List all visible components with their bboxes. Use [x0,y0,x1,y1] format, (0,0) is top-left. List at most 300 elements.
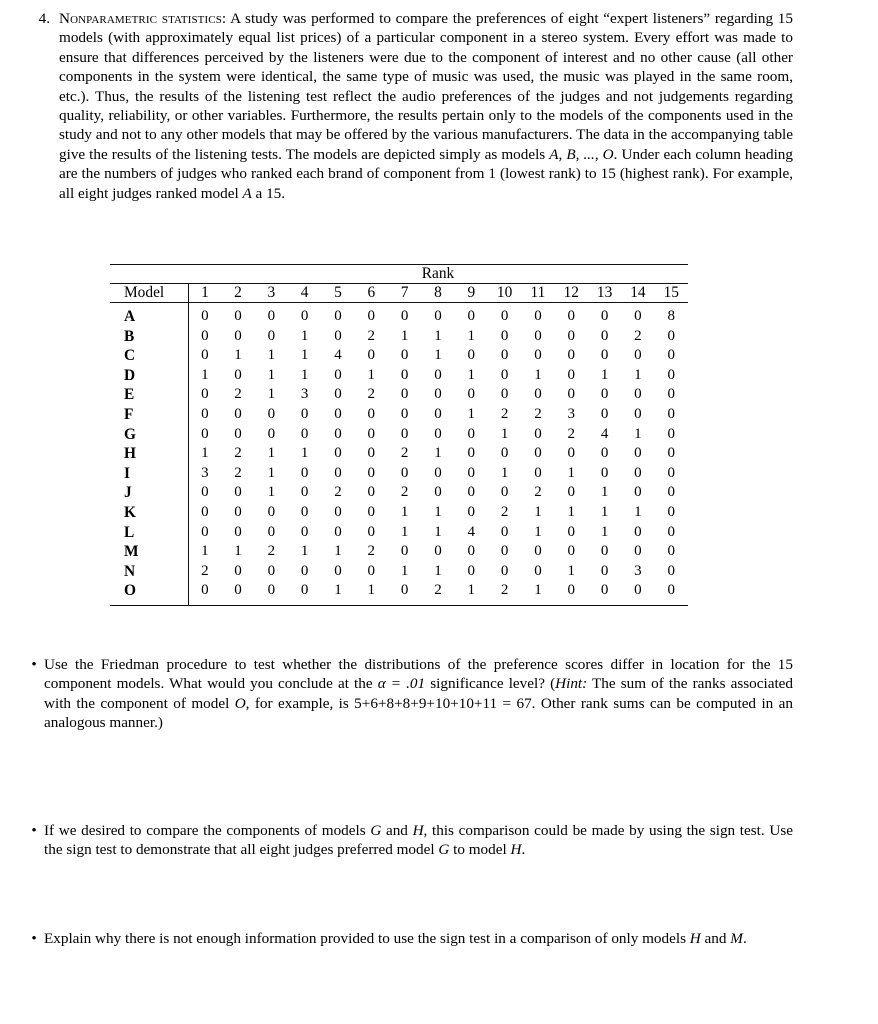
table-cell-rank-1: 0 [188,346,221,366]
table-cell-rank-14: 1 [634,366,642,383]
table-cell-rank-12: 0 [567,582,576,599]
table-cell-rank-3: 0 [267,523,276,540]
question-bullet-list [0,655,878,949]
bullet-spacer-two [0,859,878,929]
table-cell-rank-10: 1 [500,464,509,481]
bullet-marker: • [31,821,37,839]
table-span-header-row [110,265,688,284]
table-cell-rank-4: 0 [300,425,309,442]
problem-body [59,9,793,203]
column-header-rank-9: 9 [467,284,476,301]
table-cell-rank-11: 0 [534,445,542,462]
explain-part2: and [700,930,731,948]
model-h-reference: H [412,821,424,839]
table-cell-rank-7: 1 [400,503,409,520]
table-cell-rank-8: 0 [434,543,442,560]
table-cell-rank-1: 1 [188,366,221,386]
table-cell-rank-3: 1 [267,386,276,403]
table-cell-rank-1: 0 [188,303,221,327]
column-header-rank-12: 12 [563,284,579,301]
signtest-part5: . [521,841,526,859]
table-cell-rank-8: 1 [434,347,442,364]
table-cell-rank-14: 0 [634,582,642,599]
problem-body-part1: A study was performed to compare the preferences of eight “expert listeners” regarding 15 models (with approximately equal list prices) of a particular component in a stereo system. Every effort was made to ensure that differences perceived by the listeners were due to the component of interest and no other cause (all other components in the system were identical, the same type of music was used, the music was played in the same room, etc.). Thus, the results of the listening test reflect the audio preferences of the judges and not judgements regarding quality, reliability, or other variables. Furthermore, the results pertain only to the models of the components used in the study and not to any other models that may be offered by the various manufacturers. The data in the accompanying table give the results of the listening tests. The models are depicted simply as models [59,10,793,163]
table-column-header-row [110,284,688,303]
table-cell-rank-9: 0 [467,308,476,324]
signtest-part4: to model [449,841,511,859]
table-cell-rank-8: 1 [434,523,442,540]
column-header-rank-3: 3 [267,284,276,301]
table-cell-rank-5: 0 [334,523,342,540]
table-cell-rank-1: 0 [188,327,221,347]
table-cell-rank-13: 4 [600,425,609,442]
column-header-rank-8: 8 [434,284,442,301]
table-cell-rank-4: 1 [300,366,309,383]
table-cell-rank-13: 0 [600,464,609,481]
table-cell-rank-13: 0 [600,445,609,462]
table-cell-rank-6: 0 [367,445,376,462]
table-row [110,385,688,405]
table-cell-rank-2: 0 [234,582,242,599]
table-cell-rank-7: 0 [400,308,409,324]
table-cell-rank-10: 0 [500,327,509,344]
hint-label: Hint: [555,675,588,693]
table-cell-rank-10: 0 [500,484,509,501]
table-cell-rank-2: 0 [234,523,242,540]
table-cell-rank-7: 0 [400,543,409,560]
table-cell-rank-10: 0 [500,445,509,462]
table-cell-rank-15: 0 [667,523,676,540]
table-cell-model: J [124,484,132,502]
table-row [110,581,688,605]
explain-part1: Explain why there is not enough information provided to use the sign test in a comparison of only models [44,930,690,948]
table-cell-rank-9: 1 [467,366,476,383]
table-cell-rank-2: 2 [234,464,242,481]
problem-statement [0,0,878,203]
table-cell-rank-11: 0 [534,308,542,324]
column-header-rank-6: 6 [367,284,376,301]
column-header-rank-13: 13 [596,284,613,301]
table-cell-rank-2: 0 [234,327,242,344]
table-cell-rank-15: 0 [667,366,676,383]
table-cell-rank-3: 0 [267,503,276,520]
column-header-rank-7: 7 [400,284,409,301]
table-cell-rank-13: 1 [600,523,609,540]
table-cell-rank-3: 0 [267,405,276,422]
bullet-text-friedman [44,655,793,733]
model-a-reference: A [242,184,252,202]
table-cell-rank-12: 0 [567,366,576,383]
table-cell-rank-4: 0 [300,484,309,501]
table-row [110,366,688,386]
bullet-marker: • [31,930,37,948]
table-cell-rank-5: 0 [334,464,342,481]
table-rule-bottom [110,605,688,606]
table-cell-rank-9: 4 [467,523,476,540]
table-cell-rank-2: 0 [234,308,242,324]
models-label: A, B, ..., O [549,145,614,163]
model-g-reference-2: G [438,841,450,859]
table-row [110,562,688,582]
table-cell-rank-13: 0 [600,582,609,599]
table-cell-rank-8: 1 [434,562,442,579]
column-header-rank-1: 1 [188,284,221,303]
table-row [110,503,688,523]
table-cell-model: G [124,425,136,443]
table-cell-rank-13: 0 [600,327,609,344]
column-header-rank-2: 2 [234,284,242,301]
table-row [110,346,688,366]
table-cell-rank-4: 0 [300,562,309,579]
table-cell-rank-6: 0 [367,347,376,364]
model-h-reference-2: H [510,841,522,859]
table-cell-rank-3: 0 [267,562,276,579]
table-cell-rank-7: 2 [400,484,409,501]
table-cell-rank-3: 1 [267,445,276,462]
table-cell-model: I [124,464,130,482]
table-cell-rank-10: 0 [500,562,509,579]
table-cell-rank-12: 0 [567,484,576,501]
signtest-part2: and [381,821,413,839]
table-cell-rank-8: 0 [434,308,442,324]
column-header-rank-15: 15 [663,284,679,301]
table-cell-rank-3: 0 [267,425,276,442]
table-cell-rank-4: 0 [300,523,309,540]
table-cell-rank-8: 0 [434,405,442,422]
table-cell-rank-4: 1 [300,347,309,364]
table-cell-rank-1: 0 [188,425,221,445]
table-cell-rank-9: 1 [467,405,476,422]
table-cell-rank-7: 1 [400,562,409,579]
table-cell-rank-15: 0 [667,347,676,364]
table-cell-rank-13: 0 [600,386,609,403]
table-cell-rank-11: 1 [534,503,542,520]
table-cell-rank-6: 1 [367,366,376,383]
table-cell-rank-6: 0 [367,523,376,540]
table-cell-rank-7: 0 [400,347,409,364]
column-header-rank-10: 10 [496,284,513,301]
bullet-item-explain-hm [0,929,878,948]
table-cell-rank-9: 0 [467,445,476,462]
table-cell-rank-1: 0 [188,405,221,425]
table-cell-rank-8: 0 [434,425,442,442]
table-row [110,464,688,484]
table-cell-rank-5: 0 [334,562,342,579]
table-cell-rank-14: 0 [634,308,642,324]
table-cell-rank-12: 1 [567,464,576,481]
table-cell-rank-15: 0 [667,464,676,481]
table-cell-rank-10: 0 [500,523,509,540]
rank-table [110,264,688,606]
table-cell-rank-14: 0 [634,405,642,422]
table-cell-rank-6: 2 [367,386,376,403]
table-cell-rank-12: 0 [567,386,576,403]
table-cell-rank-11: 0 [534,543,542,560]
table-cell-rank-5: 0 [334,308,342,324]
table-cell-model: L [124,523,135,541]
table-cell-rank-12: 0 [567,523,576,540]
table-cell-rank-6: 0 [367,308,376,324]
table-cell-rank-13: 0 [600,308,609,324]
table-cell-rank-15: 0 [667,503,676,520]
table-cell-rank-7: 0 [400,386,409,403]
table-cell-rank-14: 0 [634,445,642,462]
table-cell-model: E [124,386,135,404]
table-cell-rank-1: 2 [188,562,221,582]
column-header-rank-4: 4 [300,284,309,301]
column-header-rank-11: 11 [530,284,546,301]
table-cell-rank-4: 0 [300,308,309,324]
table-cell-rank-8: 0 [434,366,442,383]
table-cell-rank-15: 0 [667,386,676,403]
table-cell-rank-5: 0 [334,386,342,403]
table-cell-rank-6: 2 [367,543,376,560]
table-cell-rank-7: 0 [400,464,409,481]
bullet-spacer-one [0,733,878,821]
table-cell-rank-9: 0 [467,484,476,501]
table-cell-rank-3: 1 [267,484,276,501]
model-h-reference-3: H [689,930,701,948]
table-cell-rank-10: 2 [500,582,509,599]
table-cell-rank-3: 1 [267,366,276,383]
table-cell-rank-1: 0 [188,581,221,605]
table-cell-rank-3: 0 [267,582,276,599]
table-cell-rank-6: 1 [367,582,376,599]
bullet-text-explain-hm [44,929,793,948]
table-cell-rank-14: 0 [634,386,642,403]
table-cell-rank-2: 1 [234,543,242,560]
span-header-spacer [110,265,188,284]
table-cell-rank-5: 0 [334,327,342,344]
table-cell-rank-12: 0 [567,347,576,364]
table-cell-rank-5: 2 [334,484,342,501]
table-cell-rank-5: 1 [334,543,342,560]
table-cell-model: K [124,503,136,521]
table-cell-rank-1: 0 [188,523,221,543]
table-cell-rank-3: 1 [267,464,276,481]
friedman-part2: significance level? ( [425,675,556,693]
table-cell-rank-2: 0 [234,503,242,520]
column-header-rank-14: 14 [630,284,646,301]
table-cell-rank-13: 1 [600,366,609,383]
table-cell-rank-9: 0 [467,386,476,403]
table-cell-rank-13: 1 [600,484,609,501]
table-cell-rank-10: 0 [500,347,509,364]
table-cell-rank-10: 2 [500,503,509,520]
table-cell-rank-11: 0 [534,347,542,364]
problem-number: 4. [38,10,50,27]
table-cell-rank-13: 1 [600,503,609,520]
friedman-part1: Use the Friedman procedure to test whether the distributions of the preference scores differ in location for the 15 component models. What would you conclude at the [44,656,793,693]
table-cell-rank-11: 2 [534,484,542,501]
table-cell-rank-12: 3 [567,405,576,422]
bullet-marker: • [31,656,37,673]
table-cell-model: C [124,347,136,365]
table-cell-rank-8: 2 [434,582,442,599]
table-cell-rank-1: 0 [188,385,221,405]
table-cell-rank-11: 1 [534,366,542,383]
table-cell-rank-1: 1 [188,444,221,464]
column-header-rank-5: 5 [334,284,342,301]
table-cell-rank-9: 0 [467,347,476,364]
signtest-part1: If we desired to compare the components of models [44,821,371,839]
table-cell-rank-2: 0 [234,562,242,579]
problem-row [0,0,878,203]
table-cell-rank-12: 0 [567,543,576,560]
table-cell-rank-13: 0 [600,543,609,560]
table-cell-rank-2: 2 [234,386,242,403]
table-cell-model: O [124,582,136,600]
table-cell-model: A [124,308,136,325]
table-cell-rank-15: 0 [667,327,676,344]
table-cell-rank-7: 0 [400,405,409,422]
table-cell-rank-2: 0 [234,484,242,501]
bullet-item-friedman [0,655,878,733]
table-cell-model: B [124,327,135,345]
table-cell-rank-15: 0 [667,405,676,422]
table-cell-rank-8: 0 [434,484,442,501]
table-cell-rank-8: 1 [434,445,442,462]
problem-heading: Nonparametric statistics: [59,10,227,27]
table-cell-rank-9: 1 [467,327,476,344]
table-cell-rank-2: 2 [234,445,242,462]
table-cell-rank-4: 0 [300,405,309,422]
table-cell-model: D [124,366,136,384]
table-cell-rank-6: 0 [367,425,376,442]
table-cell-rank-14: 0 [634,347,642,364]
rank-table-container [110,264,688,606]
table-cell-rank-15: 0 [667,425,676,442]
table-cell-rank-14: 3 [634,562,642,579]
friedman-part4: , for example, is 5+6+8+8+9+10+10+11 = 67. Other rank sums can be computed in an analogous manner.) [44,694,793,732]
alpha-value: α = .01 [377,675,426,693]
table-row [110,405,688,425]
table-cell-rank-5: 4 [334,347,342,364]
table-cell-rank-2: 0 [234,425,242,442]
table-cell-rank-15: 0 [667,582,676,599]
table-cell-rank-6: 0 [367,405,376,422]
table-cell-rank-14: 0 [634,523,642,540]
table-cell-rank-10: 0 [500,308,509,324]
table-cell-rank-12: 1 [567,503,576,520]
table-cell-rank-14: 1 [634,503,642,520]
table-cell-rank-6: 0 [367,464,376,481]
table-cell-model: F [124,405,134,423]
table-cell-rank-13: 0 [600,405,609,422]
table-cell-rank-8: 1 [434,503,442,520]
table-cell-rank-7: 0 [400,366,409,383]
table-cell-rank-7: 2 [400,445,409,462]
table-cell-rank-11: 0 [534,425,542,442]
bullet-text-sign-test-gh [44,821,793,860]
table-cell-rank-8: 0 [434,386,442,403]
table-cell-rank-9: 0 [467,425,476,442]
table-cell-rank-9: 0 [467,464,476,481]
table-cell-model: H [124,445,136,463]
table-cell-rank-9: 0 [467,543,476,560]
table-cell-rank-2: 1 [234,347,242,364]
table-cell-rank-10: 2 [500,405,509,422]
table-cell-rank-4: 1 [300,327,309,344]
table-cell-rank-12: 1 [567,562,576,579]
table-cell-rank-6: 0 [367,503,376,520]
table-cell-rank-15: 0 [667,562,676,579]
table-cell-rank-9: 1 [467,582,476,599]
model-o-reference: O [234,694,246,712]
table-cell-rank-15: 0 [667,543,676,560]
table-cell-rank-8: 0 [434,464,442,481]
model-g-reference: G [370,821,382,839]
table-cell-rank-10: 0 [500,366,509,383]
table-cell-rank-5: 1 [334,582,342,599]
table-cell-rank-8: 1 [434,327,442,344]
table-cell-rank-3: 0 [267,308,276,324]
model-m-reference: M [730,930,743,948]
table-cell-rank-14: 0 [634,543,642,560]
table-cell-rank-12: 0 [567,308,576,324]
table-cell-rank-1: 1 [188,542,221,562]
span-header-rank: Rank [421,265,455,282]
table-cell-rank-10: 0 [500,543,509,560]
table-cell-rank-13: 0 [600,347,609,364]
table-cell-rank-11: 1 [534,523,542,540]
table-cell-model: M [124,543,139,561]
table-row [110,327,688,347]
table-cell-rank-5: 0 [334,503,342,520]
table-cell-rank-10: 0 [500,386,509,403]
table-cell-rank-11: 2 [534,405,542,422]
table-cell-rank-12: 0 [567,327,576,344]
table-cell-rank-7: 0 [400,425,409,442]
table-cell-rank-13: 0 [600,562,609,579]
table-cell-rank-9: 0 [467,562,476,579]
table-cell-rank-4: 3 [300,386,309,403]
table-cell-rank-12: 2 [567,425,576,442]
column-header-model: Model [124,284,165,301]
table-cell-rank-15: 0 [667,484,676,501]
friedman-part3: The sum of the ranks associated with the component of model [44,675,794,712]
table-cell-rank-4: 0 [300,503,309,520]
table-cell-rank-4: 0 [300,582,309,599]
table-cell-rank-6: 0 [367,484,376,501]
table-cell-rank-7: 1 [400,523,409,540]
table-cell-rank-5: 0 [334,425,342,442]
table-cell-rank-1: 0 [188,483,221,503]
table-cell-model: N [124,562,136,580]
problem-body-part2: . Under each column heading are the numbers of judges who ranked each brand of component from 1 (lowest rank) to 15 (highest rank). For example, all eight judges ranked model [59,145,793,202]
table-cell-rank-4: 1 [300,543,309,560]
table-cell-rank-3: 0 [267,327,276,344]
table-cell-rank-14: 1 [634,425,642,442]
table-cell-rank-11: 0 [534,562,542,579]
table-cell-rank-6: 0 [367,562,376,579]
table-cell-rank-3: 2 [267,543,276,560]
bullet-item-sign-test-gh [0,821,878,860]
table-cell-rank-2: 0 [234,405,242,422]
table-cell-rank-7: 1 [400,327,409,344]
table-cell-rank-15: 0 [667,445,676,462]
table-row [110,483,688,503]
table-cell-rank-14: 2 [634,327,642,344]
table-cell-rank-5: 0 [334,366,342,383]
table-cell-rank-2: 0 [234,366,242,383]
table-cell-rank-11: 1 [534,582,542,599]
table-cell-rank-4: 0 [300,464,309,481]
table-row [110,303,688,327]
table-cell-rank-6: 2 [367,327,376,344]
table-cell-rank-15: 8 [667,308,676,324]
table-cell-rank-7: 0 [400,582,409,599]
